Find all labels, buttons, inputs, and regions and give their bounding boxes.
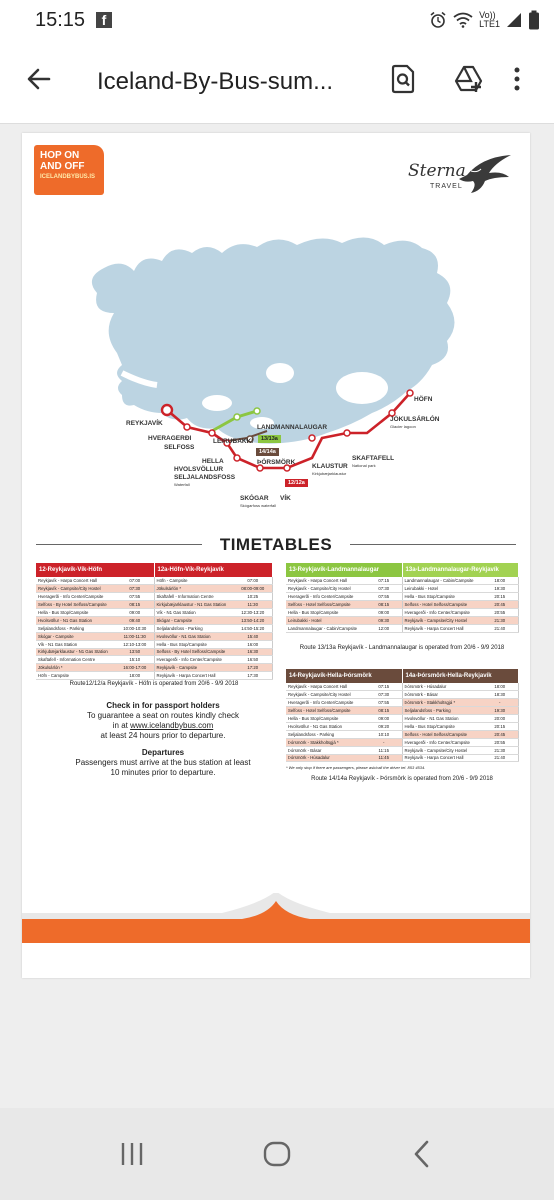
stop-cell: Seljalandsfoss - Parking [36,624,116,632]
time-cell: - [482,699,518,707]
pdf-page [22,133,530,978]
checkin-line1: To guarantee a seat on routes kindly check [86,711,240,720]
table-row [36,593,272,601]
time-cell: 07:30 [366,585,402,593]
status-time: 15:15 [35,9,86,31]
stop-cell: Reykjavík - Campsite/City Hostel [402,616,482,624]
checkin-title: Check in for passport holders [106,701,220,710]
departures-info [38,748,288,778]
map-label-hveragerdi: HVERAGERÐI [148,435,192,442]
time-cell: 12:10-13:00 [116,640,154,648]
table-row [286,699,518,707]
table-row [286,601,518,609]
system-nav-bar [0,1108,554,1200]
stop-cell: Seljalandsfoss - Parking [402,707,482,715]
time-cell: 09:00 [366,609,402,617]
table-header-12: 12-Reykjavík-Vík-Höfn [36,563,154,577]
time-cell: 15:10 [116,656,154,664]
stop-cell: Selfoss - Hotel Selfoss/Campsite [402,730,482,738]
table-row [36,616,272,624]
time-cell: 08:15 [366,707,402,715]
table-row [286,738,518,746]
stop-cell: Þórsmörk - Húsadalur [286,754,366,762]
stop-cell: Reykjavík - Campsite/City Hostel [286,691,366,699]
map-label-skaftafell: SKAFTAFELL [352,455,395,462]
add-to-drive-icon[interactable] [452,62,486,96]
map-label-thorsmork: ÞÓRSMÖRK [257,459,296,466]
alarm-icon [429,11,447,29]
map-label-reykjavik: REYKJAVÍK [126,420,163,427]
stop-cell: Hvolsvöllur - N1 Gas Station [286,722,366,730]
table-row [36,632,272,640]
stop-cell: Selfoss - By Hotel Selfoss/Campsite [154,648,234,656]
stop-cell: Þórsmörk - Stakkholtsgjá * [402,699,482,707]
table-body-14 [286,683,518,762]
status-icons [429,9,540,31]
map-sub-skaftafell: National park [352,463,376,468]
map-label-selfoss: SELFOSS [164,444,195,451]
table-row [36,624,272,632]
time-cell: 07:00 [116,577,154,585]
map-label-landmannalaugar: LANDMANNALAUGAR [257,424,328,431]
time-cell: 16:50 [234,656,272,664]
table-row [36,609,272,617]
stop-cell: Hella - Bus Stop/Campsite [286,715,366,723]
timetables-heading: TIMETABLES [219,535,333,554]
stop-cell: Hvolsvöllur - N1 Gas Station [154,632,234,640]
route-14-note: Route 14/14a Reykjavík - Þórsmörk is operated from 20/6 - 9/9 2018 [311,776,493,782]
table-body-12 [36,577,272,680]
stop-cell: Hella - Bus Stop/Campsite [402,722,482,730]
stop-cell: Reykjavík - Harpa Concert Hall [286,683,366,691]
map-label-jokulsarlon: JÖKULSÁRLÓN [390,416,440,423]
table-row [286,754,518,762]
table-row [286,746,518,754]
table-row [286,585,518,593]
stop-cell: Vík - N1 Gas Station [154,609,234,617]
time-cell: 18:30 [482,691,518,699]
time-cell: 09:20 [366,722,402,730]
search-in-document-icon[interactable] [386,62,420,96]
time-cell: 21:40 [482,624,518,632]
stop-cell: Jökulsárlón * [154,585,234,593]
time-cell: 13:50-14:20 [234,616,272,624]
wifi-icon [453,12,473,28]
table-row [36,577,272,585]
route-13-note: Route 13/13a Reykjavík - Landmannalaugar is operated from 20/6 - 9/9 2018 [299,645,505,651]
back-icon[interactable] [402,1136,442,1172]
table-row [36,656,272,664]
stop-cell: Reykjavík - Harpa Concert Hall [402,754,482,762]
time-cell: 19:30 [482,585,518,593]
stop-cell: Reykjavík - Campsite [154,664,234,672]
time-cell: 10:10 [366,730,402,738]
stop-cell: Selfoss - By Hotel Selfoss/Campsite [36,601,116,609]
stop-cell: Reykjavík - Campsite/City Hostel [286,585,366,593]
time-cell: 11:15 [366,746,402,754]
table-row [286,691,518,699]
stop-cell: Reykjavík - Harpa Concert Hall [154,672,234,680]
badge-line1: HOP ON [40,150,80,161]
stop-cell: Hella - Bus Stop/Campsite [402,593,482,601]
time-cell: 07:15 [366,577,402,585]
timetable-12-12a [36,563,273,680]
home-icon[interactable] [257,1136,297,1172]
time-cell: 20:15 [482,593,518,601]
time-cell: 12:00 [366,624,402,632]
map-label-seljalandsfoss: SELJALANDSFOSS [174,474,236,481]
stop-cell: Hveragerði - Info Center/Campsite [286,699,366,707]
timetable-14-14a [286,669,519,762]
stop-cell: Leirubakki - Hotel [402,585,482,593]
map-sub-skogar: Skógarfoss waterfall [240,503,277,508]
time-cell: 20:45 [482,730,518,738]
time-cell: 16:00 [234,640,272,648]
stop-cell: Þórsmörk - Básar [286,746,366,754]
map-sub-klaustur: Kirkjubæjarklaustur [312,471,347,476]
checkin-line3: at least 24 hours prior to departure. [100,731,226,740]
route-tag-12: 12/12a [285,479,308,487]
checkin-line2 [38,721,288,731]
stop-cell: Hvolsvöllur - N1 Gas Station [36,616,116,624]
time-cell: 19:30 [482,707,518,715]
time-cell: 21:40 [482,754,518,762]
map-sub-jokulsarlon: Glacier lagoon [390,424,416,429]
table-header-13a: 13a-Landmannalaugar-Reykjavík [402,563,518,577]
time-cell: 13:50 [116,648,154,656]
time-cell: 09:00 [366,715,402,723]
departures-title: Departures [141,748,185,757]
table-row [36,648,272,656]
timetable-13-13a [286,563,519,633]
time-cell: 07:15 [366,683,402,691]
hop-on-hop-off-badge [34,145,104,195]
time-cell: 07:30 [116,585,154,593]
stop-cell: Hveragerði - Info Center/Campsite [154,656,234,664]
stop-cell: Þórsmörk - Stakkholtsgjá * [286,738,366,746]
time-cell: 07:55 [366,593,402,601]
stop-cell: Hveragerði - Info Center/Campsite [36,593,116,601]
map-label-hella: HELLA [202,458,224,465]
table-header-13: 13-Reykjavík-Landmannalaugar [286,563,402,577]
stop-cell: Selfoss - Hotel Selfoss/Campsite [286,707,366,715]
back-arrow-icon[interactable] [22,62,56,96]
map-label-skogar: SKÓGAR [240,495,269,502]
time-cell: 08:15 [116,601,154,609]
departures-line1: Passengers must arrive at the bus station at least [75,758,251,767]
time-cell: - [366,738,402,746]
route-12-note: Route12/12/a Reykjavík - Höfn is operated from 20/6 - 9/9 2018 [69,681,239,687]
table-header-12a: 12a-Höfn-Vík-Reykjavík [154,563,272,577]
stop-cell: Kirkjubæjarklaustur - N1 Gas Station [36,648,116,656]
time-cell: 18:00 [482,683,518,691]
stop-cell: Skógar - Campsite [154,616,234,624]
time-cell: 14:50-15:20 [234,624,272,632]
stop-cell: Hvolsvöllur - N1 Gas Station [402,715,482,723]
table-row [36,601,272,609]
map-label-leirubakki: LEIRUBAKKI [213,438,254,445]
time-cell: 11:45 [366,754,402,762]
time-cell: 09:30 [366,616,402,624]
time-cell: 11:00-11:30 [116,632,154,640]
time-cell: 07:00 [234,577,272,585]
stop-cell: Þórsmörk - Básar [402,691,482,699]
time-cell: 20:00 [482,715,518,723]
map-sub-seljalandsfoss: Waterfall [174,482,190,487]
stop-cell: Höfn - Campsite [36,672,116,680]
table-row [36,585,272,593]
map-label-klaustur: KLAUSTUR [312,463,348,470]
recent-apps-icon[interactable] [112,1136,152,1172]
map-label-vik: VÍK [280,495,291,502]
stop-cell: Landmannalaugar - Cabin/Campsite [286,624,366,632]
sterna-logo-text: Sterna [408,161,466,181]
stop-cell: Seljalandsfoss - Parking [286,730,366,738]
stop-cell: Selfoss - Hotel Selfoss/Campsite [402,601,482,609]
stop-cell: Reykjavík - Harpa Concert Hall [402,624,482,632]
stop-cell: Reykjavík - Harpa Concert Hall [36,577,116,585]
time-cell: 20:45 [482,601,518,609]
time-cell: 10:00-10:30 [116,624,154,632]
time-cell: 18:00 [116,672,154,680]
stop-cell: Leirubakki - Hotel [286,616,366,624]
sterna-logo-sub: TRAVEL [430,183,463,190]
iceland-route-map [22,213,530,513]
stop-cell: Reykjavík - Campsite/City Hostel [36,585,116,593]
time-cell: 20:55 [482,609,518,617]
time-cell: 20:55 [482,738,518,746]
time-cell: 10:25 [234,593,272,601]
stop-cell: Vík - N1 Gas Station [36,640,116,648]
stop-cell: Skaftafell - Information Centre [154,593,234,601]
stop-cell: Hveragerði - Info Center/Campsite [402,738,482,746]
route-14-footnote: * We only stop if there are passengers, please ask/call the driver tel. 853 4534. [286,765,426,770]
timetables-heading-wrap [22,535,530,555]
table-row [286,683,518,691]
time-cell: 20:15 [482,722,518,730]
table-row [286,577,518,585]
document-title: Iceland-By-Bus-sum... [97,68,334,95]
table-row [286,722,518,730]
stop-cell: Skógar - Campsite [36,632,116,640]
stop-cell: Selfoss - Hotel Selfoss/Campsite [286,601,366,609]
map-label-hvolsvollur: HVOLSVÖLLUR [174,466,224,473]
badge-url: ICELANDBYBUS.IS [40,174,96,180]
table-row [286,616,518,624]
time-cell: 16:00-17:00 [116,664,154,672]
time-cell: 12:30-13:20 [234,609,272,617]
time-cell: 21:30 [482,746,518,754]
stop-cell: Hella - Bus Stop/Campsite [286,609,366,617]
footer-wave-graphic [22,893,530,978]
time-cell: 08:00-09:00 [234,585,272,593]
table-row [286,609,518,617]
time-cell: 09:40 [116,616,154,624]
table-row [286,624,518,632]
status-bar [0,0,554,40]
more-vert-icon[interactable] [507,62,527,96]
app-bar [0,40,554,124]
table-header-14: 14-Reykjavík-Hella-Þórsmörk [286,669,402,683]
stop-cell: Þórsmörk - Húsadalur [402,683,482,691]
badge-line2: AND OFF [40,161,85,172]
table-row [286,707,518,715]
time-cell: 08:15 [366,601,402,609]
stop-cell: Kirkjubæjarklaustur - N1 Gas Station [154,601,234,609]
net-top: Vo)) [479,10,496,20]
route-tag-13: 13/13a [258,435,281,443]
table-row [36,672,272,680]
signal-icon [506,12,522,28]
network-label [479,11,500,29]
time-cell: 07:55 [366,699,402,707]
stop-cell: Seljalandsfoss - Parking [154,624,234,632]
time-cell: 21:30 [482,616,518,624]
map-label-hofn: HÖFN [414,396,433,403]
checkin-info [38,701,288,741]
table-header-14a: 14a-Þórsmörk-Hella-Reykjavík [402,669,518,683]
stop-cell: Hveragerði - Info Center/Campsite [286,593,366,601]
stop-cell: Hella - Bus Stop/Campsite [36,609,116,617]
time-cell: 11:30 [234,601,272,609]
stop-cell: Skaftafell - Information Centre [36,656,116,664]
stop-cell: Höfn - Campsite [154,577,234,585]
table-row [286,730,518,738]
time-cell: 17:30 [234,672,272,680]
table-row [36,664,272,672]
stop-cell: Reykjavík - Harpa Concert Hall [286,577,366,585]
stop-cell: Hveragerði - Info Center/Campsite [402,609,482,617]
route-tag-14: 14/14a [256,448,279,456]
table-body-13 [286,577,518,632]
time-cell: 17:20 [234,664,272,672]
table-row [286,715,518,723]
stop-cell: Reykjavík - Campsite/City Hostel [402,746,482,754]
stop-cell: Jökulsárlón * [36,664,116,672]
icelandbybus-link[interactable]: www.icelandbybus.com [130,721,214,730]
stop-cell: Hella - Bus Stop/Campsite [154,640,234,648]
net-bottom: LTE1 [479,19,500,29]
table-row [286,593,518,601]
time-cell: 07:30 [366,691,402,699]
time-cell: 09:00 [116,609,154,617]
departures-line2: 10 minutes prior to departure. [110,768,216,777]
time-cell: 15:40 [234,632,272,640]
stop-cell: Landmannalaugar - Cabin/Campsite [402,577,482,585]
table-row [36,640,272,648]
checkin-line2-prefix: in at [112,721,131,730]
facebook-icon: f [96,12,112,28]
time-cell: 07:55 [116,593,154,601]
time-cell: 18:00 [482,577,518,585]
battery-icon [528,10,540,30]
time-cell: 16:30 [234,648,272,656]
